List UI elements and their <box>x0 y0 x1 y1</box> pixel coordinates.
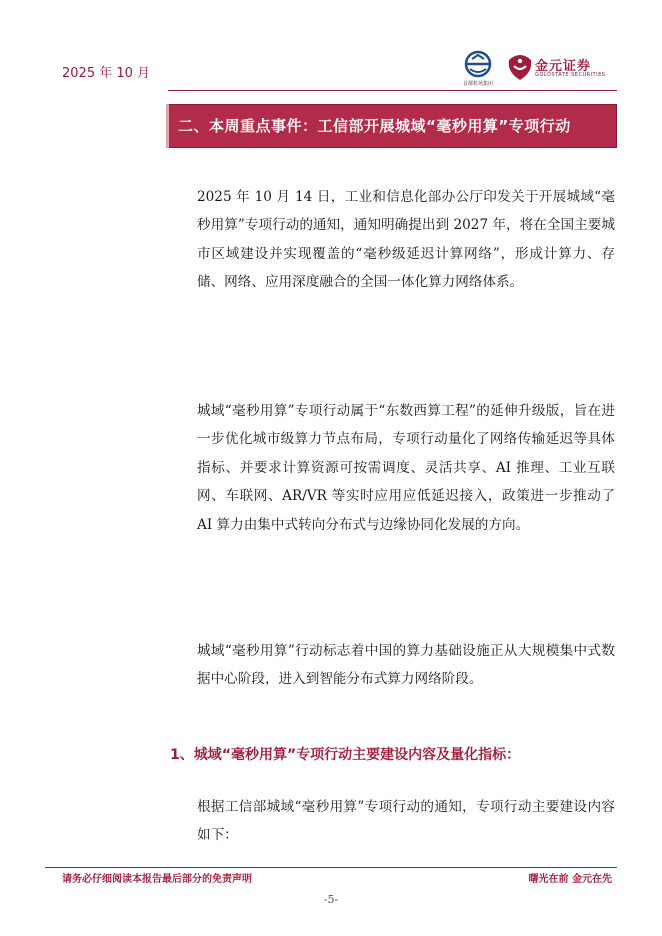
brand-name: 金元证券 <box>535 59 592 74</box>
header-divider <box>168 90 617 91</box>
paragraph-3: 城域“毫秒用算”行动标志着中国的算力基础设施正从大规模集中式数据中心阶段，进入到智能分布式算力网络阶段。 <box>197 643 615 688</box>
goldstate-logo <box>507 52 617 86</box>
footer-divider <box>45 867 617 868</box>
header-date: 2025 年 10 月 <box>62 66 151 81</box>
section-title: 二、本周重点事件：工信部开展城域“毫秒用算”专项行动 <box>178 117 571 135</box>
goldstate-emblem-icon <box>507 52 533 82</box>
paragraph-1: 2025 年 10 月 14 日，工业和信息化部办公厅印发关于开展城域“毫秒用算”专项行动的通知，通知明确提出到 2027 年，将在全国主要城市区域建设并实现覆盖的“毫秒级延迟计算网络”，形成计算力、存储、网络、应用深度融合的全国一体化算力网络体系。 <box>197 189 615 291</box>
airport-group-logo <box>455 50 501 90</box>
subsection-heading: 1、城域“毫秒用算”专项行动主要建设内容及量化指标： <box>170 747 521 763</box>
footer-slogan: 曙光在前 金元在先 <box>528 874 612 885</box>
paragraph-2: 城域“毫秒用算”专项行动属于“东数西算工程”的延伸升级版，旨在进一步优化城市级算力节点布局，专项行动量化了网络传输延迟等具体指标、并要求计算资源可按需调度、灵活共享、AI 推理、工业互联网、车联网、AR/VR 等实时应用应低延迟接入，政策进一步推动了 AI 算力由集中式转向分布式与边缘协同化发展的方向。 <box>197 403 615 533</box>
banner-accent-bar <box>166 104 169 148</box>
brand-name-en: GOLDSTATE SECURITIES <box>535 72 606 78</box>
airport-group-caption: 首都机场集团 <box>462 81 493 87</box>
paragraph-4: 根据工信部城域“毫秒用算”专项行动的通知，专项行动主要建设内容如下： <box>197 799 615 844</box>
page-number: -5- <box>323 893 339 906</box>
section-banner <box>168 104 617 148</box>
footer-disclaimer: 请务必仔细阅读本报告最后部分的免责声明 <box>62 874 252 885</box>
header-logos <box>455 50 615 90</box>
